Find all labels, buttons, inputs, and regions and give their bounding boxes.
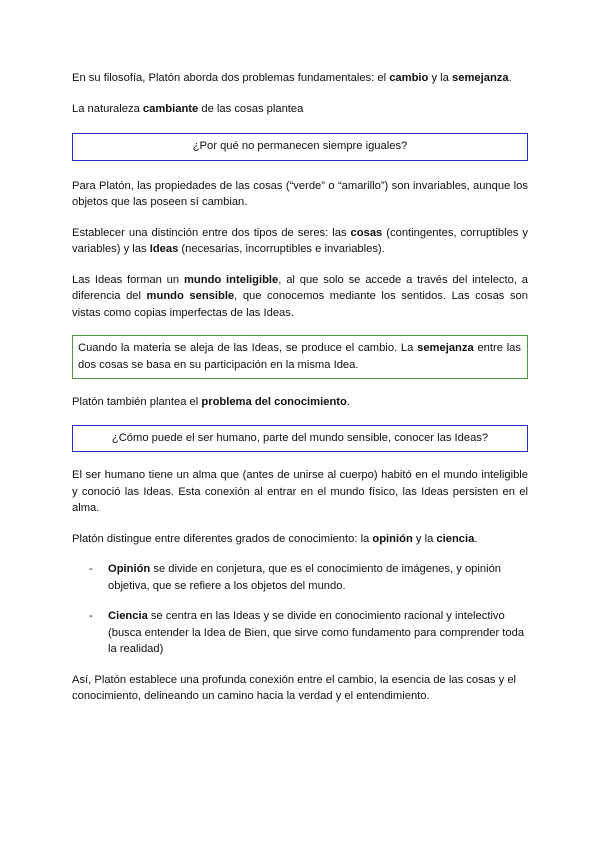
list-item-term: Opinión [108, 563, 151, 575]
distinction-paragraph: Establecer una distinción entre dos tipos de seres: las cosas (contingentes, corruptibles y variables) y las Ideas (necesarias, incorruptibles e invariables). [72, 226, 528, 255]
cambiante-paragraph: La naturaleza cambiante de las cosas plantea [72, 102, 304, 115]
term-semejanza: semejanza [452, 72, 509, 84]
list-item: - Ciencia se centra en las Ideas y se divide en conocimiento racional y intelectivo (busca entender la Idea de Bien, que sirve como fundamento para comprender toda la realidad) [89, 610, 525, 655]
dash-bullet: - [89, 563, 93, 575]
properties-paragraph: Para Platón, las propiedades de las cosas (“verde” o “amarillo”) son invariables, aunque los objetos que las poseen sí cambian. [72, 179, 528, 208]
document-page [72, 70, 528, 705]
term-cambiante: cambiante [142, 102, 199, 115]
list-item: - Opinión se divide en conjetura, que es el conocimiento de imágenes, y opinión objetiva, que se refiere a los objetos del mundo. [89, 563, 502, 592]
term-ciencia: ciencia [436, 532, 475, 545]
question-box-1 [72, 133, 528, 161]
term-opinion: opinión [372, 532, 413, 545]
term-mundo-sensible: mundo sensible [146, 290, 235, 302]
term-ideas: Ideas [149, 243, 179, 255]
knowledge-list [72, 561, 528, 658]
term-cosas: cosas [350, 226, 383, 239]
question-1-text: ¿Por qué no permanecen siempre iguales? [192, 140, 408, 152]
semejanza-box: Cuando la materia se aleja de las Ideas, se produce el cambio. La semejanza entre las dos cosas se basa en su participación en la misma Idea. [72, 335, 528, 379]
knowledge-problem-paragraph: Platón también plantea el problema del conocimiento. [72, 396, 350, 408]
degrees-paragraph: Platón distingue entre diferentes grados de conocimiento: la opinión y la ciencia. [72, 532, 478, 545]
term-mundo-inteligible: mundo inteligible [183, 273, 279, 286]
dash-bullet: - [89, 610, 93, 622]
term-problema-conocimiento: problema del conocimiento [201, 396, 347, 408]
question-box-2 [72, 425, 528, 453]
conclusion-paragraph: Así, Platón establece una profunda conexión entre el cambio, la esencia de las cosas y el conocimiento, delineando un camino hacia la verdad y el entendimiento. [72, 673, 517, 702]
list-item-term: Ciencia [108, 610, 148, 622]
term-cambio: cambio [389, 72, 429, 84]
question-2-text: ¿Cómo puede el ser humano, parte del mundo sensible, conocer las Ideas? [111, 431, 489, 444]
intro-paragraph: En su filosofía, Platón aborda dos problemas fundamentales: el cambio y la semejanza. [72, 72, 512, 84]
soul-paragraph: El ser humano tiene un alma que (antes de unirse al cuerpo) habitó en el mundo inteligible y conoció las Ideas. Esta conexión al entrar en el mundo físico, las Ideas persisten en el alma. [72, 469, 528, 514]
worlds-paragraph: Las Ideas forman un mundo inteligible, al que solo se accede a través del intelecto, a diferencia del mundo sensible, que conocemos mediante los sentidos. Las cosas son vistas como copias imperfectas de las Ideas. [72, 273, 528, 319]
term-semejanza-box: semejanza [417, 342, 474, 354]
